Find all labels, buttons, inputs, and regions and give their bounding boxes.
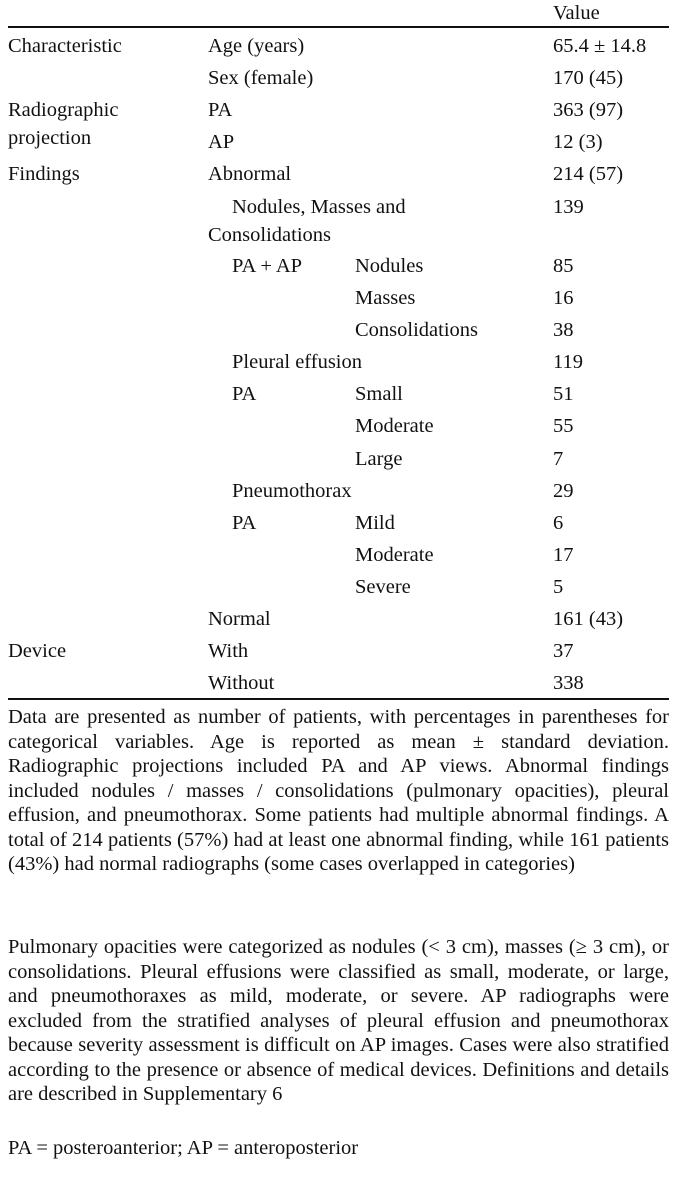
table-cell: Normal bbox=[208, 608, 271, 630]
table-value: 37 bbox=[553, 640, 574, 662]
table-cell: With bbox=[208, 640, 249, 662]
footnote-data-presentation bbox=[8, 705, 669, 877]
footnote-text: Data are presented as number of patients, with percentages in parentheses for categorical variables. Age is reported as mean ± standard deviation. Radiographic projections included PA and AP views. Abnormal findings included nodules / masses / consolidations (pulmonary opacities), pleural effusion, and pneumothorax. Some patients had multiple abnormal findings. A total of 214 patients (57%) had at least one abnormal finding, while 161 patients (43%) had normal radiographs (some cases overlapped in categories) bbox=[8, 706, 669, 875]
table-cell: PA + AP bbox=[232, 255, 303, 277]
table-value: 363 (97) bbox=[553, 99, 624, 121]
table-value: 38 bbox=[553, 319, 574, 341]
table-value: 139 bbox=[553, 196, 584, 218]
table-value: 85 bbox=[553, 255, 574, 277]
table-cell: Without bbox=[208, 672, 275, 694]
table-value: 170 (45) bbox=[553, 67, 624, 89]
table-value: 12 (3) bbox=[553, 131, 603, 153]
footnote-categorization bbox=[8, 935, 669, 1107]
table-cell: AP bbox=[208, 131, 235, 153]
table-top-rule bbox=[8, 26, 669, 28]
table-cell: Severe bbox=[355, 576, 411, 598]
table-cell: PA bbox=[232, 383, 257, 405]
table-value: 55 bbox=[553, 415, 574, 437]
table-cell: Nodules bbox=[355, 255, 424, 277]
table-cell: Pneumothorax bbox=[232, 480, 352, 502]
table-cell: Pleural effusion bbox=[232, 351, 362, 373]
table-value: 214 (57) bbox=[553, 163, 624, 185]
table-cell: Large bbox=[355, 448, 403, 470]
table-cell: Mild bbox=[355, 512, 395, 534]
table-cell: PA bbox=[208, 99, 233, 121]
value-column-header: Value bbox=[553, 2, 600, 24]
footnote-abbreviations bbox=[8, 1136, 669, 1161]
table-value: 51 bbox=[553, 383, 574, 405]
table-cell: Nodules, Masses and bbox=[232, 196, 406, 218]
table-cell: Characteristic bbox=[8, 35, 122, 57]
table-value: 17 bbox=[553, 544, 574, 566]
table-value: 65.4 ± 14.8 bbox=[553, 35, 647, 57]
table-cell: Moderate bbox=[355, 544, 434, 566]
table-cell: Moderate bbox=[355, 415, 434, 437]
table-value: 6 bbox=[553, 512, 564, 534]
table-value: 29 bbox=[553, 480, 574, 502]
table-cell: Small bbox=[355, 383, 403, 405]
table-cell: Consolidations bbox=[355, 319, 479, 341]
footnote-text: PA = posteroanterior; AP = anteroposterior bbox=[8, 1137, 359, 1159]
table-cell: Device bbox=[8, 640, 67, 662]
table-cell: projection bbox=[8, 127, 92, 149]
table-cell: Masses bbox=[355, 287, 416, 309]
table-cell: Abnormal bbox=[208, 163, 292, 185]
table-value: 161 (43) bbox=[553, 608, 624, 630]
table-value: 16 bbox=[553, 287, 574, 309]
table-cell: Radiographic bbox=[8, 99, 119, 121]
table-value: 338 bbox=[553, 672, 584, 694]
table-cell: PA bbox=[232, 512, 257, 534]
table-cell: Age (years) bbox=[208, 35, 305, 57]
table-cell: Sex (female) bbox=[208, 67, 314, 89]
table-cell: Findings bbox=[8, 163, 80, 185]
table-cell: Consolidations bbox=[208, 224, 332, 246]
footnote-text: Pulmonary opacities were categorized as nodules (< 3 cm), masses (≥ 3 cm), or consolidations. Pleural effusions were classified as small, moderate, or large, and pneumothoraxes as mild, moderate, or severe. AP radiographs were excluded from the stratified analyses of pleural effusion and pneumothorax because severity assessment is difficult on AP images. Cases were also stratified according to the presence or absence of medical devices. Definitions and details are described in Supplementary 6 bbox=[8, 936, 669, 1105]
table-value: 5 bbox=[553, 576, 564, 598]
table-value: 7 bbox=[553, 448, 564, 470]
table-value: 119 bbox=[553, 351, 583, 373]
table-bottom-rule bbox=[8, 698, 669, 700]
